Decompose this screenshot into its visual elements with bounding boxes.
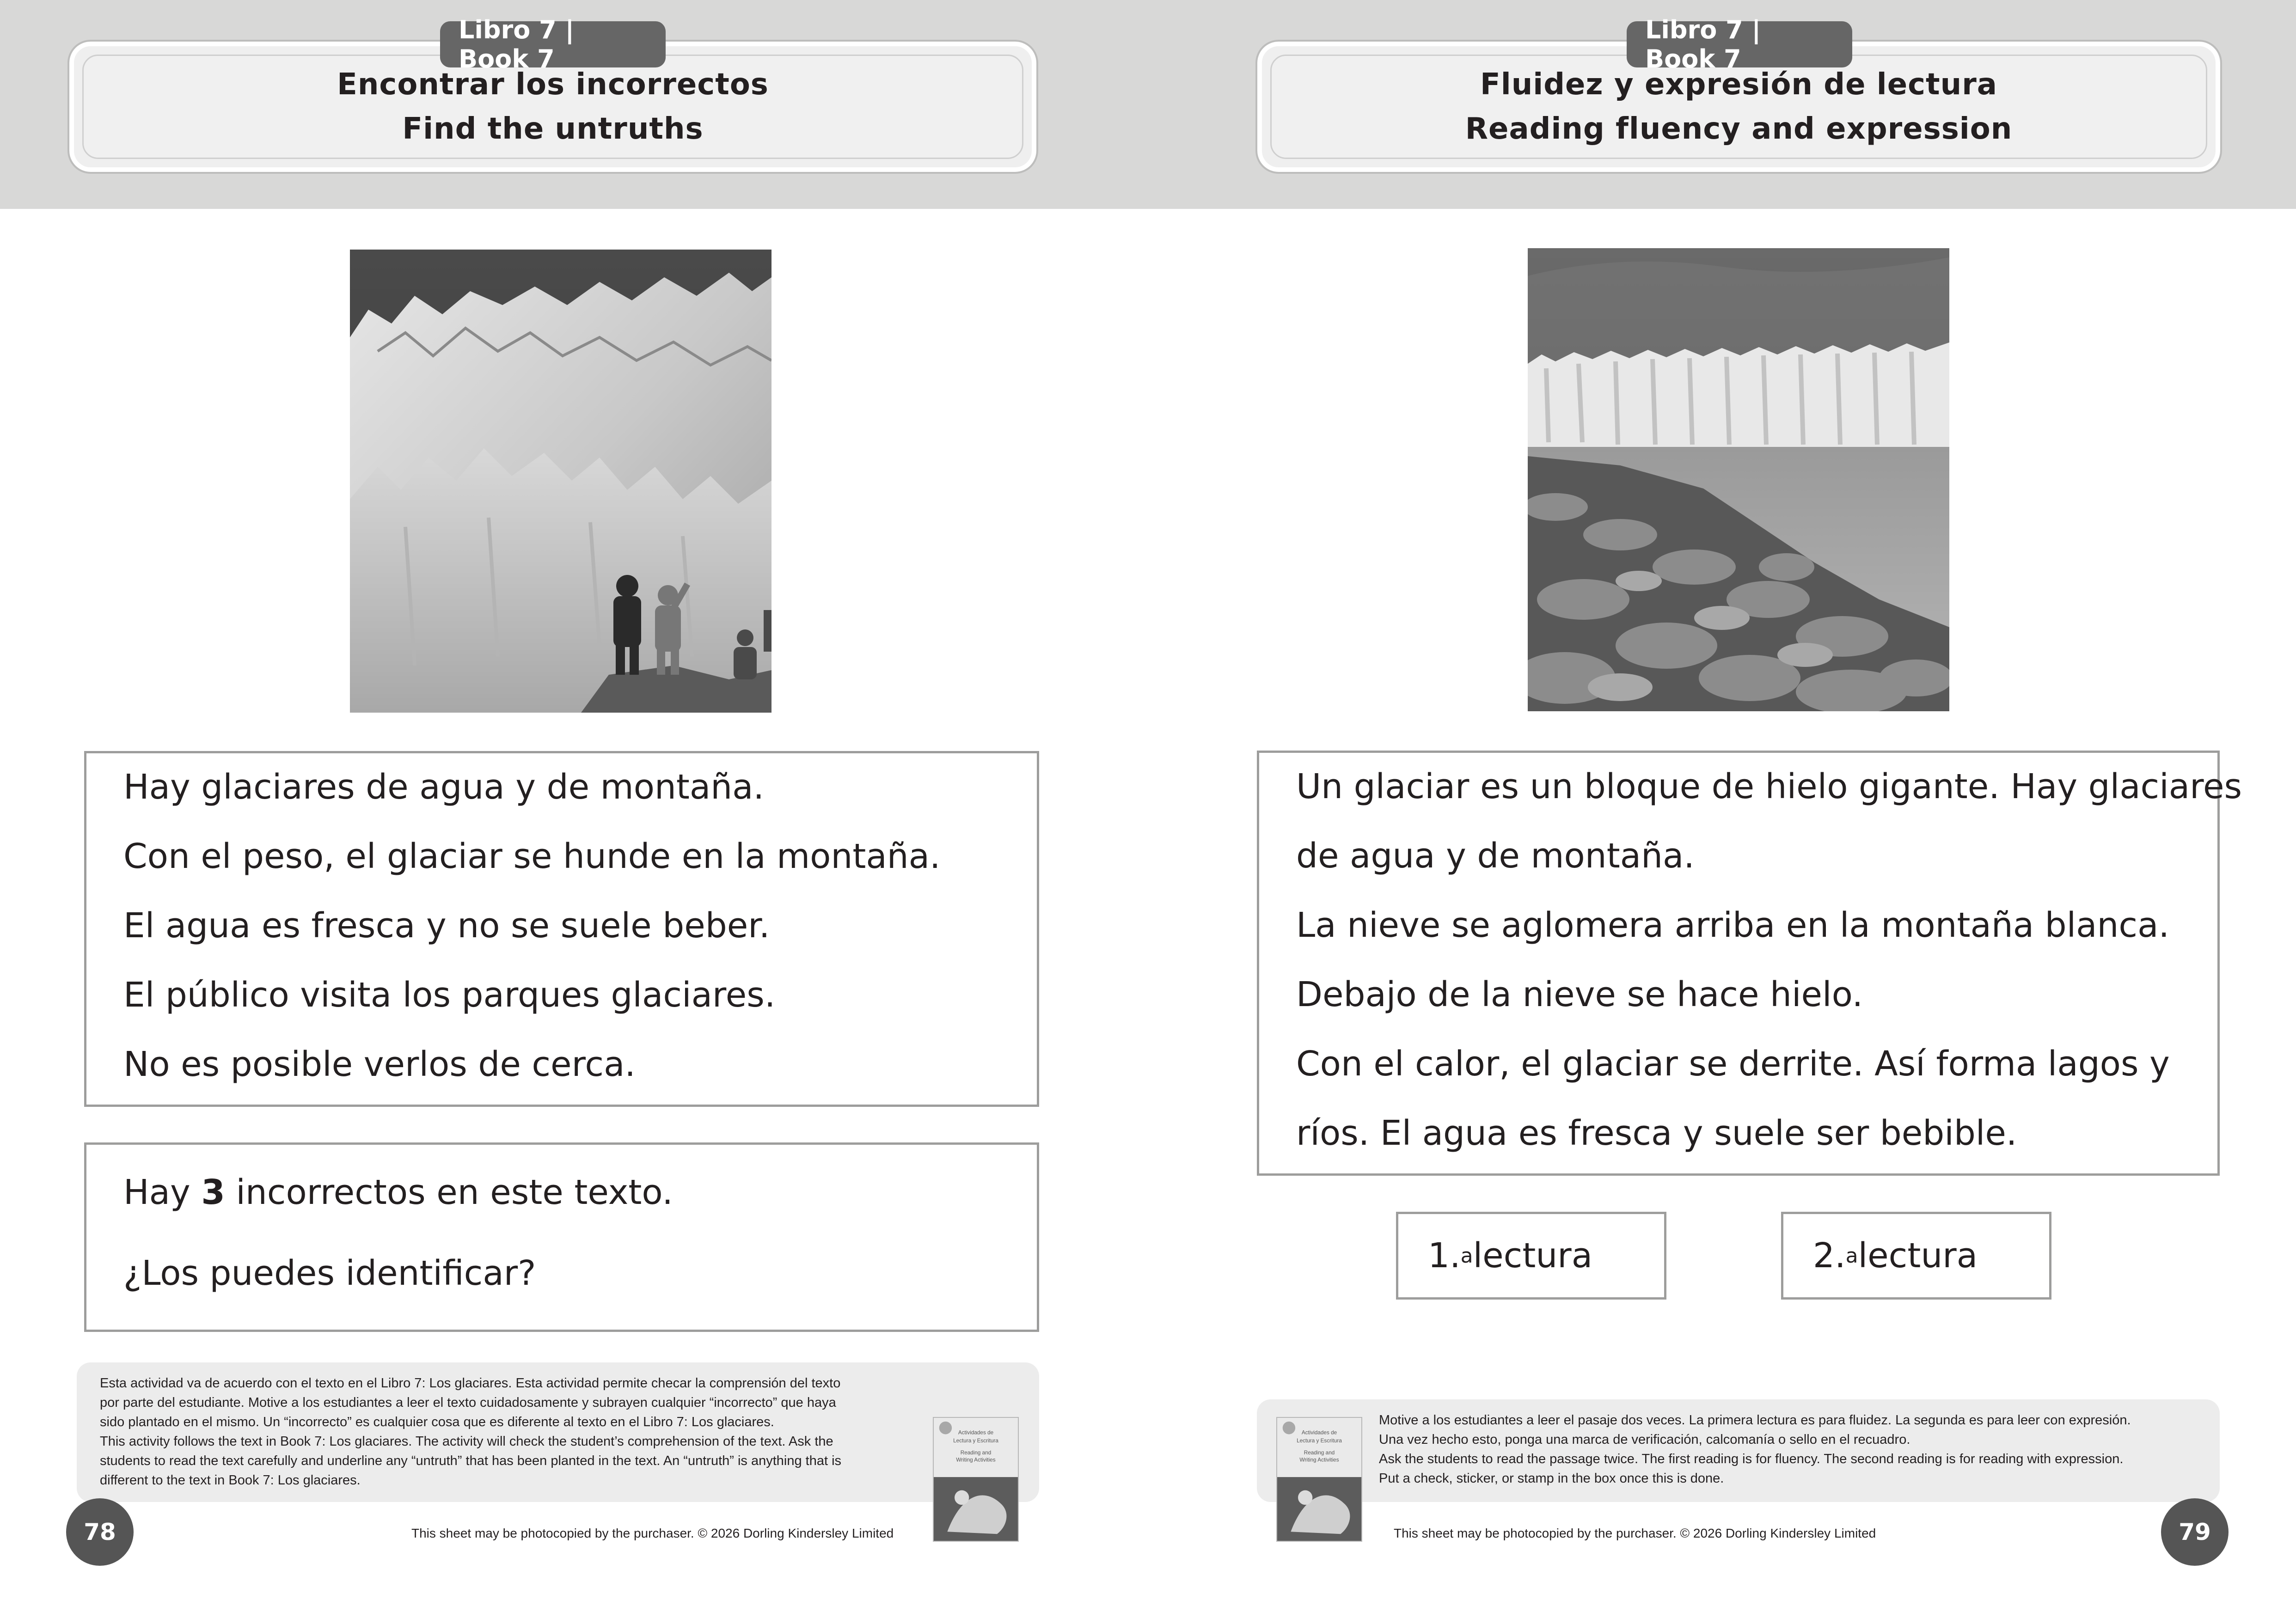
text-line-2: Con el peso, el glaciar se hunde en la montaña. (123, 836, 941, 876)
title-english: Reading fluency and expression (1465, 112, 2013, 146)
identify-question: ¿Los puedes identificar? (123, 1253, 536, 1293)
title-spanish: Fluidez y expresión de lectura (1480, 67, 1997, 102)
thumb-line-2: Lectura y Escritura (953, 1438, 998, 1444)
copyright-notice: This sheet may be photocopied by the purchaser. © 2026 Dorling Kindersley Limited (1394, 1526, 1876, 1540)
text-line-3: El agua es fresca y no se suele beber. (123, 906, 770, 946)
thumb-line-1: Actividades de (958, 1429, 994, 1436)
title-spanish: Encontrar los incorrectos (337, 67, 769, 102)
thumb-line-4: Writing Activities (956, 1457, 996, 1463)
text-line-4: El público visita los parques glaciares. (123, 975, 776, 1015)
glacier-visitors-image (350, 250, 771, 713)
teacher-note: Esta actividad va de acuerdo con el texto en el Libro 7: Los glaciares. Esta actividad permite checar la comprensión del texto por parte del estudiante. Motive a los estudiantes a leer el texto cuidadosamente y subrayen cualquier “incorrecto” que haya sido plantado en el mismo. Un “incorrecto” es cualquier cosa que es diferente al texto en el Libro 7: Los glaciares. This activity follows the text in Book 7: Los glaciares. The activity will check the student’s comprehension of the text. Ask the students to read the text carefully and underline any “untruth” that has been planted in the text. An “untruth” is anything that is different to the text in Book 7: Los glaciares. (100, 1376, 842, 1488)
second-reading-checkbox[interactable]: 2. a lectura (1781, 1212, 2051, 1300)
glacier-lake-photo (1528, 248, 1949, 711)
thumb-line-4: Writing Activities (1299, 1457, 1339, 1463)
reading-passage-box (1257, 751, 2242, 1176)
right-page (1176, 0, 2296, 1624)
text-line-1: Hay glaciares de agua y de montaña. (123, 767, 765, 807)
passage-line-1: Un glaciar es un bloque de hielo gigante. Hay glaciares (1296, 767, 2242, 806)
glacier-visitors-photo (350, 250, 771, 713)
book-tag: Libro 7 | Book 7 (440, 21, 666, 67)
book-tag: Libro 7 | Book 7 (1627, 21, 1852, 67)
first-reading-checkbox[interactable]: 1. a lectura (1396, 1212, 1666, 1300)
passage-line-4: Debajo de la nieve se hace hielo. (1296, 975, 1863, 1014)
passage-line-2: de agua y de montaña. (1296, 836, 1695, 876)
passage-line-6: ríos. El agua es fresca y suele ser bebible. (1296, 1113, 2017, 1153)
question-box (84, 1142, 1039, 1332)
untruths-text-box (84, 751, 1039, 1107)
title-english: Find the untruths (402, 112, 704, 146)
book-cover-image (1277, 1418, 1361, 1541)
book-cover-image (934, 1418, 1018, 1541)
text-line-5: No es posible verlos de cerca. (123, 1044, 636, 1084)
book-cover-thumbnail (1276, 1417, 1362, 1542)
page-number: 78 (66, 1498, 134, 1566)
passage-line-5: Con el calor, el glaciar se derrite. Así forma lagos y (1296, 1044, 2170, 1084)
untruth-count: 3 (201, 1172, 225, 1212)
book-cover-thumbnail (933, 1417, 1019, 1542)
thumb-line-3: Reading and (960, 1449, 992, 1456)
page-number: 79 (2161, 1498, 2229, 1566)
teacher-note: Motive a los estudiantes a leer el pasaje dos veces. La primera lectura es para fluidez. La segunda es para leer con expresión. Una vez hecho esto, ponga una marca de verificación, calcomanía o sello en el recuadro. Ask the students to read the passage twice. The first reading is for fluency. The second reading is for reading with expression. Put a check, sticker, or stamp in the box once this is done. (1379, 1413, 2131, 1486)
untruth-count-line: Hay 3 incorrectos en este texto. (123, 1172, 673, 1212)
passage-line-3: La nieve se aglomera arriba en la montaña blanca. (1296, 905, 2169, 945)
thumb-line-3: Reading and (1304, 1449, 1335, 1456)
copyright-notice: This sheet may be photocopied by the purchaser. © 2026 Dorling Kindersley Limited (411, 1526, 894, 1540)
thumb-line-1: Actividades de (1301, 1429, 1337, 1436)
glacier-lake-image (1528, 248, 1949, 711)
thumb-line-2: Lectura y Escritura (1297, 1438, 1342, 1444)
